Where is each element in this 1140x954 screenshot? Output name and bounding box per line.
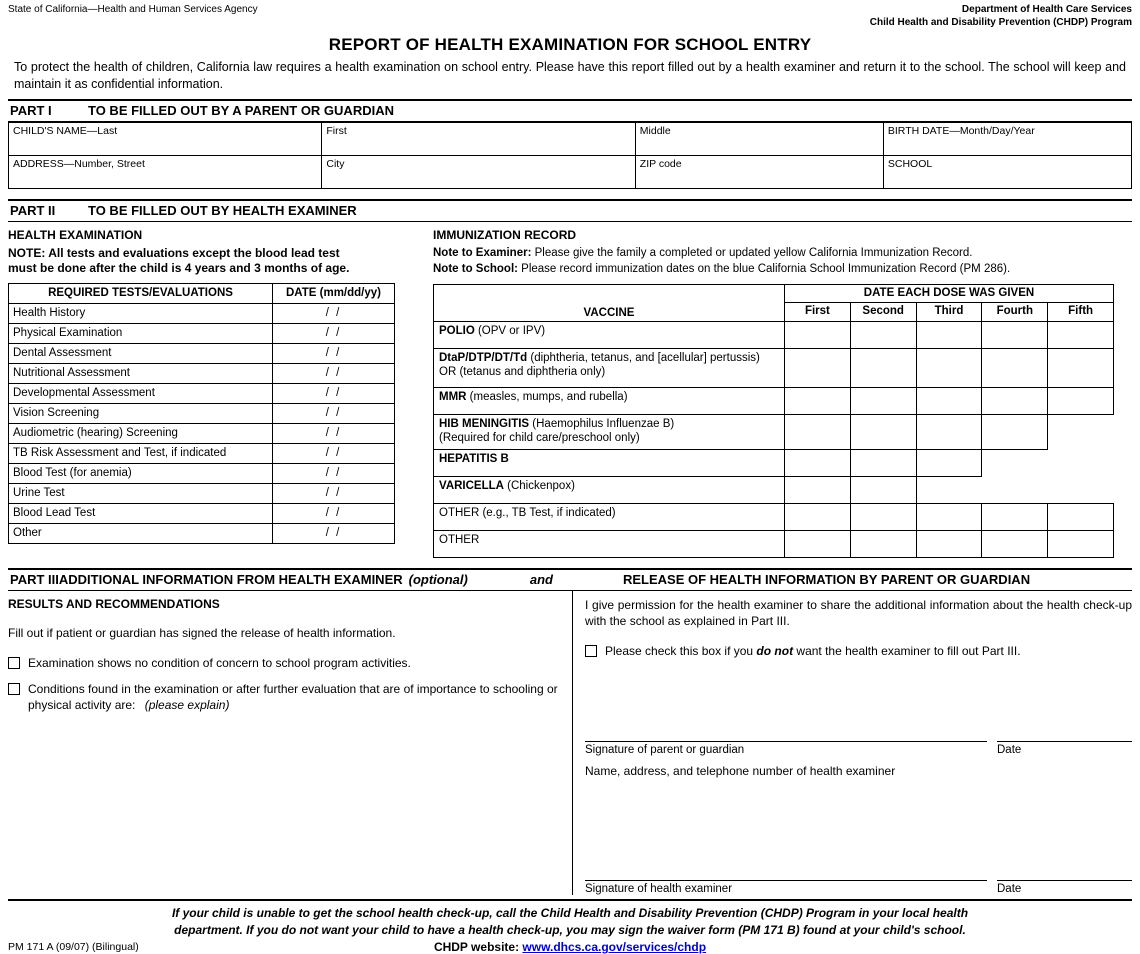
table-row [9, 503, 395, 523]
release-of-info-column [573, 591, 1132, 896]
checkbox-label-decline-part3: Please check this box if you do not want the health examiner to fill out Part III. [605, 644, 1021, 659]
col-header-dose-fifth: Fifth [1048, 303, 1114, 322]
note-to-examiner-label: Note to Examiner: [433, 246, 532, 259]
health-exam-note-line1: NOTE: All tests and evaluations except the blood lead test [8, 245, 340, 260]
signature-parent-caption: Signature of parent or guardian [585, 744, 745, 757]
dose-cell[interactable] [1048, 348, 1114, 387]
signature-examiner-caption: Signature of health examiner [585, 883, 733, 896]
dose-cell[interactable] [785, 414, 851, 449]
dose-cell[interactable] [916, 449, 982, 476]
test-date-input[interactable]: / / [273, 423, 395, 443]
vaccine-name-other-2: OTHER [434, 530, 785, 557]
table-header-row [9, 283, 395, 303]
dose-cell-empty [1048, 449, 1114, 476]
note-to-examiner [433, 246, 1132, 262]
test-date-input[interactable]: / / [273, 303, 395, 323]
results-recommendations-column [8, 591, 573, 896]
checkbox-label-conditions-found: Conditions found in the examination or after further evaluation that are of importance to schooling or physical activity are: (please explain) [28, 682, 558, 713]
dose-cell[interactable] [982, 414, 1048, 449]
dose-cell[interactable] [916, 414, 982, 449]
vaccine-name-polio: POLIO (OPV or IPV) [434, 321, 785, 348]
document-header [0, 0, 1140, 29]
required-tests-table [8, 283, 395, 544]
col-header-dose-first: First [785, 303, 851, 322]
part1-header [0, 101, 1140, 121]
dose-cell-empty [982, 476, 1048, 503]
immunization-heading: IMMUNIZATION RECORD [433, 227, 577, 242]
test-name: Dental Assessment [9, 343, 273, 363]
dose-cell[interactable] [1048, 321, 1114, 348]
table-row [434, 449, 1114, 476]
dose-cell[interactable] [785, 530, 851, 557]
table-row [9, 443, 395, 463]
test-name: Blood Lead Test [9, 503, 273, 523]
table-row [434, 348, 1114, 387]
col-header-dose-group: DATE EACH DOSE WAS GIVEN [785, 284, 1114, 303]
test-name: Urine Test [9, 483, 273, 503]
dose-cell[interactable] [850, 530, 916, 557]
part2-label: PART II [10, 202, 56, 218]
dose-cell[interactable] [916, 348, 982, 387]
dose-cell[interactable] [1048, 530, 1114, 557]
test-date-input[interactable]: / / [273, 383, 395, 403]
website-label: CHDP website: [433, 939, 520, 954]
dose-cell[interactable] [850, 348, 916, 387]
footer-row [0, 938, 1140, 954]
dose-cell[interactable] [916, 321, 982, 348]
dose-cell[interactable] [785, 476, 851, 503]
intro-paragraph: To protect the health of children, California law requires a health examination on school entry. Please have this report filled out by a health examiner and return it to the school. The school will keep and maintain it as confidential information. [14, 60, 1126, 91]
dose-cell-empty [916, 476, 982, 503]
agency-line: State of California—Health and Human Services Agency [8, 4, 258, 15]
signature-examiner-row [585, 876, 1132, 895]
test-name: Physical Examination [9, 323, 273, 343]
table-row [9, 343, 395, 363]
checkbox-row-conditions-found[interactable] [8, 681, 562, 713]
note-to-school-text: Please record immunization dates on the blue California School Immunization Record (PM 286). [517, 263, 1011, 276]
table-row [434, 387, 1114, 414]
table-row [434, 321, 1114, 348]
signature-examiner-date-caption: Date [997, 883, 1022, 896]
note-to-examiner-text: Please give the family a completed or updated yellow California Immunization Record. [531, 246, 973, 259]
dose-cell[interactable] [982, 348, 1048, 387]
field-child-name-middle[interactable]: Middle [635, 122, 883, 155]
footer-note-line-2: department. If you do not want your child to have a health check-up, you may sign the waiver form (PM 171 B) found at your child's school. [174, 922, 966, 937]
part3-label: PART III [10, 571, 59, 587]
test-date-input[interactable]: / / [273, 363, 395, 383]
dose-cell[interactable] [1048, 387, 1114, 414]
note-to-school-label: Note to School: [433, 263, 518, 276]
dose-cell[interactable] [916, 530, 982, 557]
table-row [434, 414, 1114, 449]
table-row [9, 363, 395, 383]
table-row [434, 503, 1114, 530]
part1-fields-table [8, 122, 1132, 189]
test-name: Blood Test (for anemia) [9, 463, 273, 483]
field-birth-date[interactable]: BIRTH DATE—Month/Day/Year [883, 122, 1131, 155]
part1-title: TO BE FILLED OUT BY A PARENT OR GUARDIAN [88, 102, 394, 118]
footer-note [0, 901, 1140, 937]
dose-cell[interactable] [850, 321, 916, 348]
note-to-school [433, 262, 1132, 278]
signature-parent-field[interactable] [585, 737, 997, 756]
test-date-input[interactable]: / / [273, 483, 395, 503]
permission-text: I give permission for the health examiner to share the additional information about the health check-up with the school as explained in Part III. [585, 597, 1132, 628]
health-exam-note-line2: must be done after the child is 4 years and 3 months of age. [8, 261, 350, 276]
results-instruction: Fill out if patient or guardian has signed the release of health information. [8, 625, 396, 640]
checkbox-icon[interactable] [585, 645, 597, 657]
test-name: TB Risk Assessment and Test, if indicated [9, 443, 273, 463]
table-row [9, 122, 1132, 155]
signature-parent-date-field[interactable] [997, 737, 1132, 756]
part3-and: and [529, 571, 553, 587]
field-address[interactable]: ADDRESS—Number, Street [9, 155, 322, 188]
dose-cell[interactable] [785, 503, 851, 530]
health-examination-column [8, 222, 433, 558]
dose-cell[interactable] [982, 530, 1048, 557]
checkbox-row-decline-part3[interactable] [585, 643, 1132, 659]
part2-header [0, 201, 1140, 221]
test-date-input[interactable]: / / [273, 503, 395, 523]
table-row [9, 323, 395, 343]
test-name: Other [9, 523, 273, 543]
vaccine-name-other-1: OTHER (e.g., TB Test, if indicated) [434, 503, 785, 530]
test-date-input[interactable]: / / [273, 343, 395, 363]
col-header-date: DATE (mm/dd/yy) [273, 283, 395, 303]
col-header-dose-third: Third [916, 303, 982, 322]
signature-parent-date-caption: Date [997, 744, 1022, 757]
table-row [9, 303, 395, 323]
part3-header [0, 570, 1140, 590]
footer-note-line-1: If your child is unable to get the school health check-up, call the Child Health and Disability Prevention (CHDP) Program in your local health [171, 906, 969, 921]
dose-cell[interactable] [785, 321, 851, 348]
col-header-dose-second: Second [850, 303, 916, 322]
health-examination-heading: HEALTH EXAMINATION [8, 227, 143, 242]
table-row [9, 483, 395, 503]
dose-cell[interactable] [982, 503, 1048, 530]
test-name: Vision Screening [9, 403, 273, 423]
dose-cell-empty [1048, 414, 1114, 449]
signature-examiner-date-field[interactable] [997, 876, 1132, 895]
table-row [9, 463, 395, 483]
part2-body [0, 222, 1140, 558]
website-link[interactable]: www.dhcs.ca.gov/services/chdp [522, 939, 707, 954]
vaccine-name-mmr: MMR (measles, mumps, and rubella) [434, 387, 785, 414]
vaccine-name-hib: HIB MENINGITIS (Haemophilus Influenzae B) (Required for child care/preschool only) [434, 414, 785, 449]
test-date-input[interactable]: / / [273, 443, 395, 463]
test-name: Nutritional Assessment [9, 363, 273, 383]
table-header-row [434, 284, 1114, 303]
field-child-name-first[interactable]: First [322, 122, 635, 155]
checkbox-row-no-condition[interactable] [8, 655, 562, 671]
vaccine-name-varicella: VARICELLA (Chickenpox) [434, 476, 785, 503]
dose-cell[interactable] [850, 503, 916, 530]
col-header-tests: REQUIRED TESTS/EVALUATIONS [9, 283, 273, 303]
field-zip[interactable]: ZIP code [635, 155, 883, 188]
immunization-record-column [433, 222, 1132, 558]
department-line-2: Child Health and Disability Prevention (CHDP) Program [869, 16, 1132, 28]
part3-title-right: RELEASE OF HEALTH INFORMATION BY PARENT OR GUARDIAN [622, 571, 1031, 587]
test-name: Health History [9, 303, 273, 323]
dose-cell-empty [982, 449, 1048, 476]
col-header-vaccine: VACCINE [434, 284, 785, 321]
page-title: REPORT OF HEALTH EXAMINATION FOR SCHOOL ENTRY [328, 35, 812, 54]
test-date-input[interactable]: / / [273, 523, 395, 543]
dose-cell[interactable] [785, 387, 851, 414]
dose-cell[interactable] [916, 503, 982, 530]
table-row [9, 523, 395, 543]
dose-cell[interactable] [850, 476, 916, 503]
table-row [9, 155, 1132, 188]
department-block [870, 4, 1132, 29]
checkbox-icon[interactable] [8, 683, 20, 695]
dose-cell[interactable] [850, 449, 916, 476]
form-code: PM 171 A (09/07) (Bilingual) [8, 940, 139, 953]
test-date-input[interactable]: / / [273, 463, 395, 483]
test-name: Audiometric (hearing) Screening [9, 423, 273, 443]
department-line-1: Department of Health Care Services [961, 4, 1132, 15]
dose-cell[interactable] [982, 321, 1048, 348]
part2-title: TO BE FILLED OUT BY HEALTH EXAMINER [88, 202, 357, 218]
part3-optional: (optional) [408, 571, 468, 587]
dose-cell[interactable] [785, 348, 851, 387]
dose-cell-empty [1048, 476, 1114, 503]
test-date-input[interactable]: / / [273, 403, 395, 423]
checkbox-label-no-condition: Examination shows no condition of concern to school program activities. [28, 655, 411, 670]
immunization-table [433, 284, 1114, 558]
field-school[interactable]: SCHOOL [883, 155, 1131, 188]
dose-cell[interactable] [982, 387, 1048, 414]
signature-parent-row [585, 737, 1132, 756]
test-date-input[interactable]: / / [273, 323, 395, 343]
part3-body [0, 591, 1140, 896]
table-row [9, 423, 395, 443]
table-row [9, 403, 395, 423]
vaccine-name-dtap: DtaP/DTP/DT/Td (diphtheria, tetanus, and [acellular] pertussis) OR (tetanus and diphtheria only) [434, 348, 785, 387]
dose-cell[interactable] [916, 387, 982, 414]
table-row [434, 530, 1114, 557]
results-heading: RESULTS AND RECOMMENDATIONS [8, 596, 220, 611]
website-line [208, 940, 932, 954]
table-row [9, 383, 395, 403]
vaccine-hib-detail: (Haemophilus Influenzae B) (Required for child care/preschool only) [439, 417, 675, 445]
test-name: Developmental Assessment [9, 383, 273, 403]
field-child-name-last[interactable]: CHILD'S NAME—Last [9, 122, 322, 155]
dose-cell[interactable] [850, 414, 916, 449]
part1-label: PART I [10, 102, 52, 118]
part3-title-left: ADDITIONAL INFORMATION FROM HEALTH EXAMINER [58, 571, 403, 587]
dose-cell[interactable] [1048, 503, 1114, 530]
vaccine-name-hepb: HEPATITIS B [434, 449, 785, 476]
table-row [434, 476, 1114, 503]
dose-cell[interactable] [785, 449, 851, 476]
col-header-dose-fourth: Fourth [982, 303, 1048, 322]
dose-cell[interactable] [850, 387, 916, 414]
signature-examiner-field[interactable] [585, 876, 997, 895]
checkbox-icon[interactable] [8, 657, 20, 669]
field-city[interactable]: City [322, 155, 635, 188]
examiner-info-label: Name, address, and telephone number of health examiner [585, 764, 896, 779]
